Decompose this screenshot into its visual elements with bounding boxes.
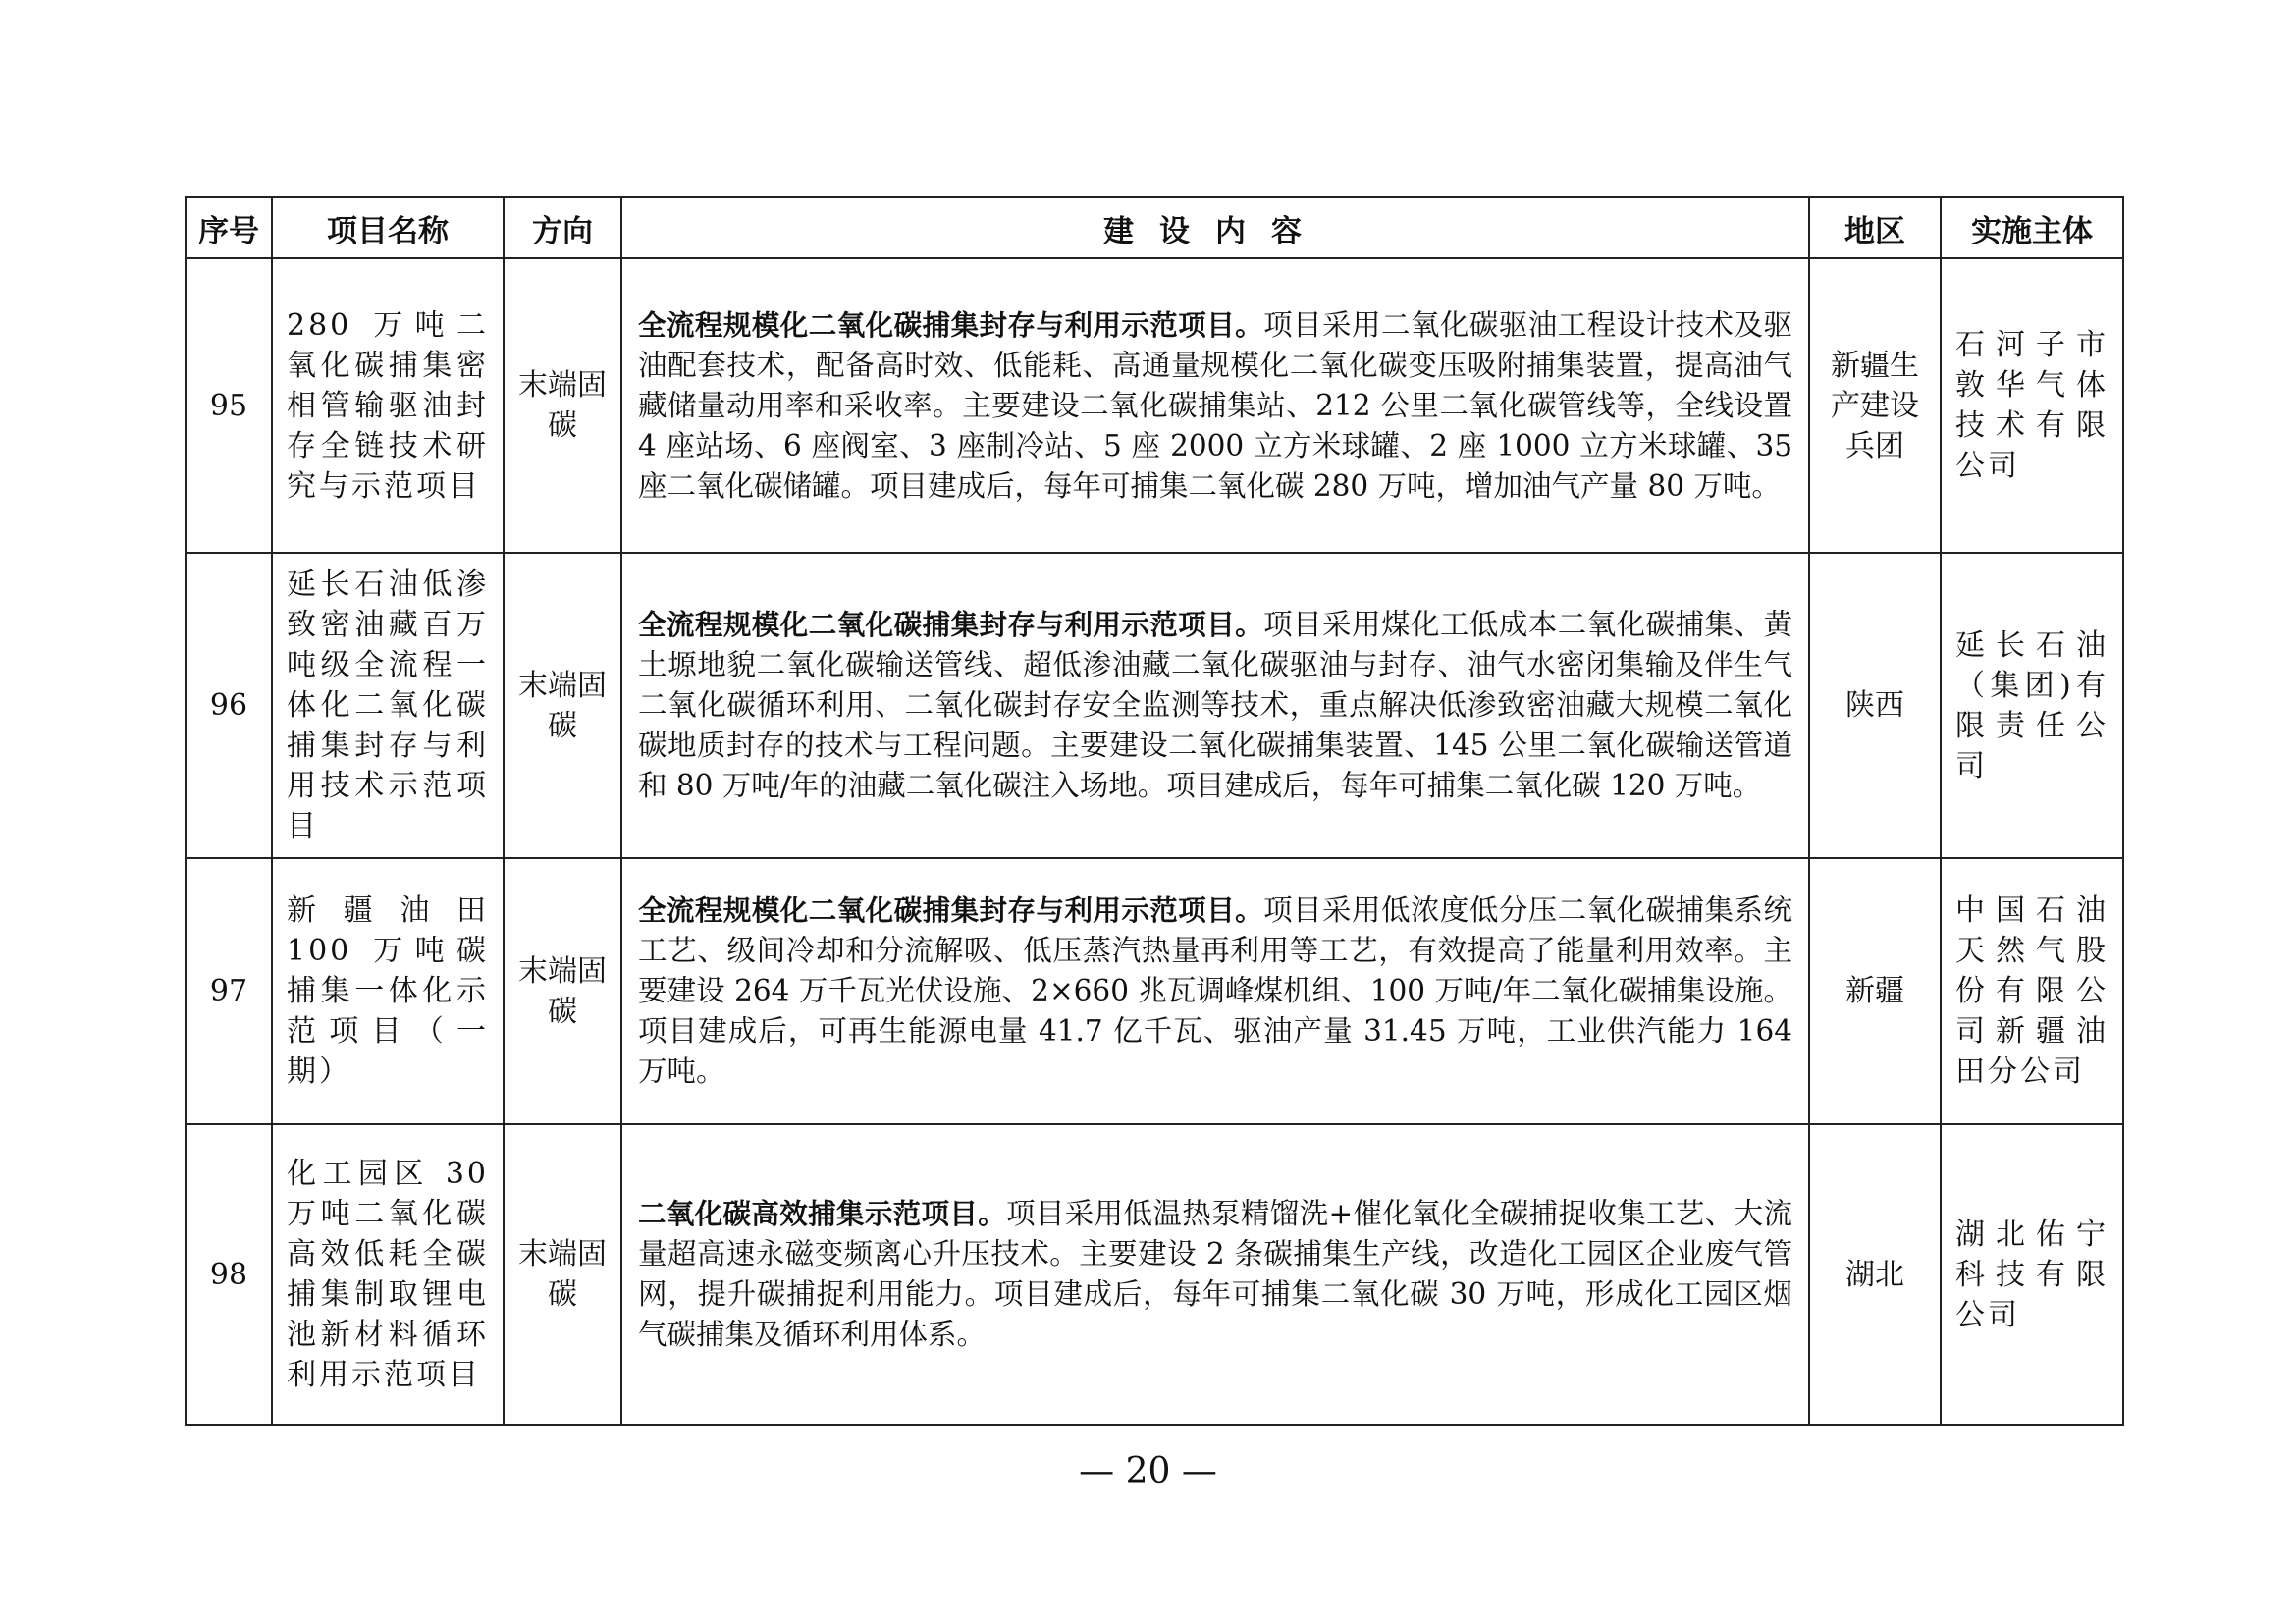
header-num: 序号 — [186, 197, 272, 258]
row-region: 陕西 — [1809, 553, 1941, 858]
header-region: 地区 — [1809, 197, 1941, 258]
header-name: 项目名称 — [272, 197, 504, 258]
row-content — [621, 1124, 1809, 1425]
row-direction: 末端固碳 — [504, 258, 621, 553]
content-body: 项目采用二氧化碳驱油工程设计技术及驱油配套技术，配备高时效、低能耗、高通量规模化二氧化碳变压吸附捕集装置，提高油气藏储量动用率和采收率。主要建设二氧化碳捕集站、212 公里二氧化碳管线等，全线设置 4 座站场、6 座阀室、3 座制冷站、5 座 2000 立方米球罐、2 座 1000 立方米球罐、35 座二氧化碳储罐。项目建成后，每年可捕集二氧化碳 280 万吨，增加油气产量 80 万吨。 — [638, 307, 1792, 503]
row-project-name: 280 万吨二氧化碳捕集密相管输驱油封存全链技术研究与示范项目 — [272, 258, 504, 553]
row-direction: 末端固碳 — [504, 553, 621, 858]
page-number: — 20 — — [1079, 1451, 1217, 1491]
row-direction: 末端固碳 — [504, 858, 621, 1124]
row-project-name: 新疆油田 100 万吨碳捕集一体化示范项目（一期） — [272, 858, 504, 1124]
row-content — [621, 858, 1809, 1124]
row-region: 新疆生产建设兵团 — [1809, 258, 1941, 553]
content-lead: 全流程规模化二氧化碳捕集封存与利用示范项目。 — [638, 308, 1264, 342]
row-project-name: 延长石油低渗致密油藏百万吨级全流程一体化二氧化碳捕集封存与利用技术示范项目 — [272, 553, 504, 858]
row-num: 97 — [186, 858, 272, 1124]
row-project-name: 化工园区 30 万吨二氧化碳高效低耗全碳捕集制取锂电池新材料循环利用示范项目 — [272, 1124, 504, 1425]
row-region: 新疆 — [1809, 858, 1941, 1124]
row-entity: 石河子市敦华气体技术有限公司 — [1941, 258, 2123, 553]
row-num: 96 — [186, 553, 272, 858]
project-table — [185, 196, 2124, 1426]
header-content: 建设内容 — [621, 197, 1809, 258]
row-region: 湖北 — [1809, 1124, 1941, 1425]
table-row — [186, 858, 2123, 1124]
row-content — [621, 553, 1809, 858]
header-entity: 实施主体 — [1941, 197, 2123, 258]
content-lead: 全流程规模化二氧化碳捕集封存与利用示范项目。 — [638, 894, 1264, 927]
row-num: 95 — [186, 258, 272, 553]
row-entity: 湖北佑宁科技有限公司 — [1941, 1124, 2123, 1425]
row-num: 98 — [186, 1124, 272, 1425]
row-direction: 末端固碳 — [504, 1124, 621, 1425]
content-body: 项目采用煤化工低成本二氧化碳捕集、黄土塬地貌二氧化碳输送管线、超低渗油藏二氧化碳驱油与封存、油气水密闭集输及伴生气二氧化碳循环利用、二氧化碳封存安全监测等技术，重点解决低渗致密油藏大规模二氧化碳地质封存的技术与工程问题。主要建设二氧化碳捕集装置、145 公里二氧化碳输送管道和 80 万吨/年的油藏二氧化碳注入场地。项目建成后，每年可捕集二氧化碳 120 万吨。 — [638, 608, 1792, 802]
row-entity: 中国石油天然气股份有限公司新疆油田分公司 — [1941, 858, 2123, 1124]
table-row — [186, 553, 2123, 858]
table-header-row — [186, 197, 2123, 258]
table-row — [186, 1124, 2123, 1425]
row-entity: 延长石油（集团)有限责任公司 — [1941, 553, 2123, 858]
header-direction: 方向 — [504, 197, 621, 258]
row-content — [621, 258, 1809, 553]
content-body: 项目采用低温热泵精馏洗+催化氧化全碳捕捉收集工艺、大流量超高速永磁变频离心升压技术。主要建设 2 条碳捕集生产线，改造化工园区企业废气管网，提升碳捕捉利用能力。项目建成后，每年可捕集二氧化碳 30 万吨，形成化工园区烟气碳捕集及循环利用体系。 — [638, 1197, 1792, 1351]
content-lead: 全流程规模化二氧化碳捕集封存与利用示范项目。 — [638, 609, 1264, 641]
table-row — [186, 258, 2123, 553]
content-lead: 二氧化碳高效捕集示范项目。 — [638, 1198, 1007, 1230]
content-body: 项目采用低浓度低分压二氧化碳捕集系统工艺、级间冷却和分流解吸、低压蒸汽热量再利用等工艺，有效提高了能量利用效率。主要建设 264 万千瓦光伏设施、2×660 兆瓦调峰煤机组、100 万吨/年二氧化碳捕集设施。项目建成后，可再生能源电量 41.7 亿千瓦、驱油产量 31.45 万吨，工业供汽能力 164 万吨。 — [638, 893, 1792, 1088]
